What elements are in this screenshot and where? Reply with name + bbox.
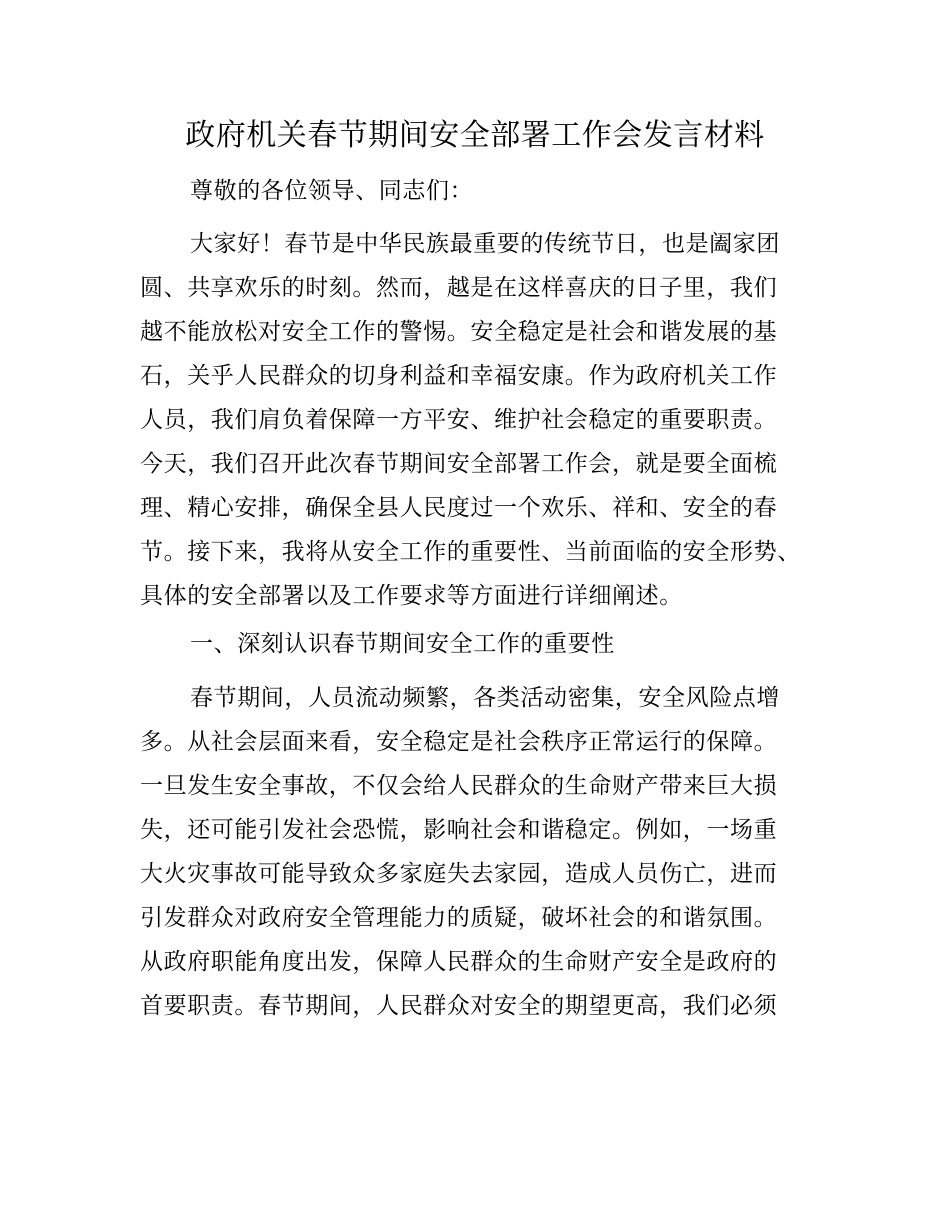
paragraph-line: 从政府职能角度出发，保障人民群众的生命财产安全是政府的	[140, 949, 778, 975]
document-title: 政府机关春节期间安全部署工作会发言材料	[185, 118, 765, 153]
paragraph-line: 人员，我们肩负着保障一方平安、维护社会稳定的重要职责。	[140, 407, 778, 433]
paragraph-line: 引发群众对政府安全管理能力的质疑，破坏社会的和谐氛围。	[140, 905, 778, 931]
paragraph-line: 具体的安全部署以及工作要求等方面进行详细阐述。	[140, 583, 683, 609]
paragraph-line: 越不能放松对安全工作的警惕。安全稳定是社会和谐发展的基	[140, 319, 778, 345]
paragraph-line: 节。接下来，我将从安全工作的重要性、当前面临的安全形势、	[140, 539, 801, 565]
paragraph-line: 今天，我们召开此次春节期间安全部署工作会，就是要全面梳	[140, 451, 778, 477]
paragraph-line: 石，关乎人民群众的切身利益和幸福安康。作为政府机关工作	[140, 363, 778, 389]
paragraph-line: 春节期间，人员流动频繁，各类活动密集，安全风险点增	[190, 685, 780, 711]
paragraph-line: 一旦发生安全事故，不仅会给人民群众的生命财产带来巨大损	[140, 773, 778, 799]
paragraph-line: 大家好！春节是中华民族最重要的传统节日，也是阖家团	[190, 231, 780, 257]
paragraph-line: 多。从社会层面来看，安全稳定是社会秩序正常运行的保障。	[140, 729, 778, 755]
salutation: 尊敬的各位领导、同志们：	[190, 178, 474, 204]
paragraph-line: 首要职责。春节期间，人民群众对安全的期望更高，我们必须	[140, 993, 778, 1019]
paragraph-line: 理、精心安排，确保全县人民度过一个欢乐、祥和、安全的春	[140, 495, 778, 521]
paragraph-line: 失，还可能引发社会恐慌，影响社会和谐稳定。例如，一场重	[140, 817, 778, 843]
section-heading: 一、深刻认识春节期间安全工作的重要性	[190, 631, 615, 657]
paragraph-line: 圆、共享欢乐的时刻。然而，越是在这样喜庆的日子里，我们	[140, 275, 778, 301]
paragraph-line: 大火灾事故可能导致众多家庭失去家园，造成人员伤亡，进而	[140, 861, 778, 887]
